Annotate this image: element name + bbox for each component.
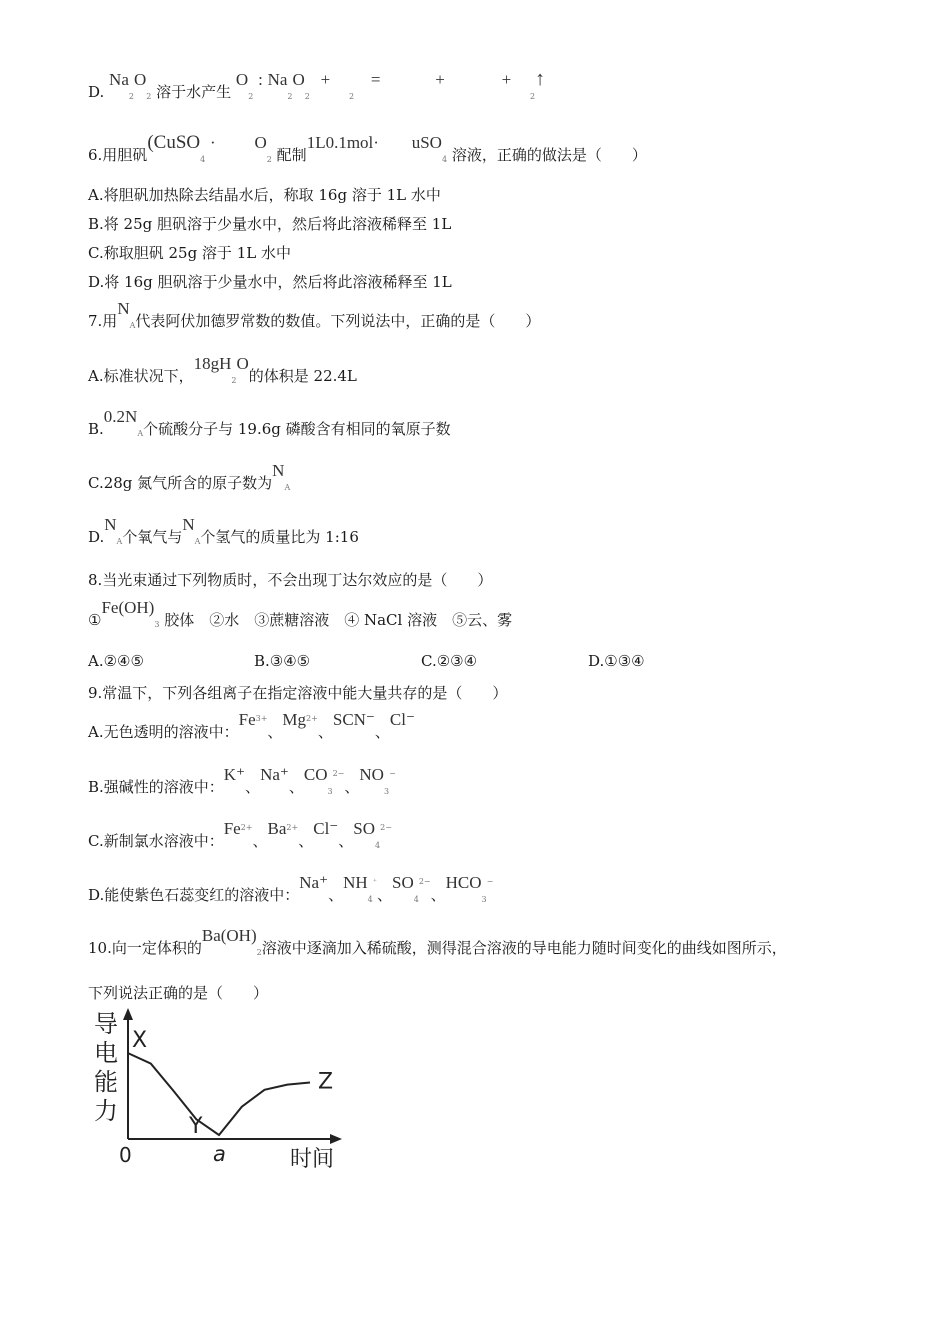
point-x-label: X (132, 1028, 148, 1054)
text: B. (88, 420, 104, 438)
item-number: ① (88, 611, 102, 629)
y-axis-label (94, 1010, 118, 1125)
charge: − (389, 769, 396, 778)
y-axis-arrow (123, 1008, 133, 1020)
formula: N (117, 299, 130, 318)
subscript: A (284, 483, 291, 492)
formula: O (254, 133, 267, 152)
q9-option-d (88, 873, 494, 905)
subscript: 3 (154, 620, 160, 629)
subscript: 4 (367, 895, 373, 904)
text: 溶液，正确的做法是（ ） (451, 146, 647, 164)
dot: · (209, 133, 216, 152)
conductivity-curve (128, 1053, 310, 1135)
formula: Na (109, 70, 129, 89)
text: 溶于水产生 (156, 83, 232, 101)
option-label: D. (88, 83, 105, 101)
q10-stem (88, 926, 787, 958)
text: 的体积是 22.4L (248, 367, 357, 385)
ion: Cl⁻ (389, 710, 415, 729)
charge: 2− (418, 877, 431, 886)
separator: 、 (288, 778, 304, 796)
x-axis-arrow (330, 1134, 342, 1144)
q8-stem: 8.当光束通过下列物质时，不会出现丁达尔效应的是（ ） (88, 571, 493, 589)
q7-option-c (88, 461, 291, 493)
subscript: A (137, 429, 144, 438)
formula: N (104, 515, 117, 534)
text: 个氢气的质量比为 1:16 (200, 528, 359, 546)
separator: 、 (344, 778, 360, 796)
q6-option-d: D.将 16g 胆矾溶于少量水中，然后将此溶液稀释至 1L (88, 273, 452, 291)
y-label-char: 导 (94, 1010, 118, 1038)
charge: 2+ (306, 714, 318, 723)
q8-option-d: D.①③④ (588, 652, 645, 670)
formula: Ba(OH) (201, 926, 257, 945)
q7-option-a (88, 354, 357, 386)
formula: 1L0.1mol· (306, 133, 379, 152)
formula: O (235, 70, 249, 89)
text: B.强碱性的溶液中： (88, 778, 224, 796)
ion: Mg (282, 710, 307, 729)
q7-option-d (88, 515, 359, 547)
subscript: 4 (441, 155, 448, 164)
text: 配制 (276, 146, 307, 164)
formula: Fe(OH) (101, 598, 155, 617)
subscript: 2 (128, 92, 134, 101)
separator: 、 (328, 886, 344, 904)
ion: NH (343, 873, 368, 892)
text: 10.向一定体积的 (88, 939, 202, 957)
origin-label: 0 (119, 1143, 132, 1167)
text: D. (88, 528, 105, 546)
q7-option-b (88, 407, 451, 439)
text: 7.用 (88, 312, 118, 330)
separator: 、 (430, 886, 446, 904)
plus: + (501, 70, 512, 89)
ion: HCO (445, 873, 482, 892)
formula: 18gH (193, 354, 232, 373)
ion: Fe (238, 710, 256, 729)
subscript: 4 (413, 895, 419, 904)
q6-stem (88, 132, 647, 166)
separator: 、 (376, 886, 392, 904)
text: A.标准状况下， (88, 367, 194, 385)
point-y-label: Y (189, 1114, 203, 1139)
charge: 2− (332, 769, 345, 778)
ion: SCN⁻ (332, 710, 375, 729)
q6-option-c: C.称取胆矾 25g 溶于 1L 水中 (88, 244, 291, 262)
q10-stem-continued: 下列说法正确的是（ ） (88, 984, 269, 1002)
separator: 、 (267, 723, 283, 741)
separator: 、 (338, 832, 354, 850)
text: C.28g 氮气所含的原子数为 (88, 474, 273, 492)
plus: + (435, 70, 445, 89)
text: 代表阿伏加德罗常数的数值。下列说法中，正确的是（ ） (135, 312, 541, 330)
point-z-label: Z (318, 1069, 334, 1095)
subscript: 2 (231, 376, 237, 385)
subscript: 4 (200, 155, 206, 164)
charge: − (486, 877, 494, 886)
q9-option-a (88, 710, 415, 742)
formula: O (133, 70, 147, 89)
y-label-char: 电 (94, 1039, 118, 1067)
charge: 2+ (240, 823, 253, 832)
text: C.新制氯水溶液中： (88, 832, 224, 850)
q6-option-a: A.将胆矾加热除去结晶水后，称取 16g 溶于 1L 水中 (88, 186, 441, 204)
text: 个硫酸分子与 19.6g 磷酸含有相同的氧原子数 (143, 420, 451, 438)
separator: 、 (374, 723, 390, 741)
ion: NO (359, 765, 384, 784)
text: 6.用胆矾 (88, 146, 148, 164)
q6-option-b: B.将 25g 胆矾溶于少量水中，然后将此溶液稀释至 1L (88, 215, 452, 233)
q8-option-b: B.③④⑤ (254, 652, 311, 670)
formula: N (272, 461, 285, 480)
q8-option-a: A.②④⑤ (88, 652, 144, 670)
q9-option-b (88, 765, 396, 797)
formula: Na (267, 70, 288, 89)
separator: 、 (252, 832, 268, 850)
equals: = (370, 70, 381, 89)
q8-option-c: C.②③④ (421, 652, 478, 670)
ion: Na⁺ (260, 765, 289, 784)
text: A.无色透明的溶液中： (88, 723, 239, 741)
text: D.能使紫色石蕊变红的溶液中： (88, 886, 300, 904)
subscript: 2 (349, 92, 355, 101)
separator: 、 (298, 832, 314, 850)
subscript: A (129, 321, 136, 330)
subscript: A (116, 537, 123, 546)
subscript: 2 (530, 92, 536, 101)
charge: 3+ (255, 714, 268, 723)
separator: : (258, 70, 263, 89)
q7-stem (88, 299, 541, 331)
subscript: 2 (304, 92, 310, 101)
formula: N (182, 515, 195, 534)
text: 胶体 ②水 ③蔗糖溶液 ④ NaCl 溶液 ⑤云、雾 (164, 611, 513, 629)
subscript: 2 (287, 92, 293, 101)
formula: uSO (411, 133, 442, 152)
q9-stem: 9.常温下，下列各组离子在指定溶液中能大量共存的是（ ） (88, 684, 508, 702)
ion: SO (353, 819, 376, 838)
ion: CO (303, 765, 328, 784)
separator: 、 (245, 778, 261, 796)
text: 个氧气与 (122, 528, 183, 546)
y-label-char: 力 (94, 1097, 118, 1125)
subscript: 2 (248, 92, 254, 101)
q9-option-c (88, 819, 392, 851)
subscript: 3 (481, 895, 487, 904)
text: 溶液中逐滴加入稀硫酸，测得混合溶液的导电能力随时间变化的曲线如图所示， (261, 939, 787, 957)
subscript: 2 (256, 948, 262, 957)
plus: + (320, 70, 331, 89)
point-a-label: a (213, 1142, 226, 1166)
separator: 、 (317, 723, 333, 741)
charge: 2+ (286, 823, 299, 832)
charge: ⁺ (372, 877, 377, 886)
ion: SO (391, 873, 414, 892)
y-label-char: 能 (94, 1068, 118, 1096)
formula: O (292, 70, 305, 89)
ion: Ba (267, 819, 287, 838)
subscript: 3 (327, 787, 333, 796)
formula: O (236, 354, 249, 373)
formula: 0.2N (103, 407, 138, 426)
formula: (CuSO (147, 132, 201, 153)
subscript: 4 (375, 841, 381, 850)
q8-items (88, 598, 513, 630)
q5-option-d (88, 68, 546, 103)
ion: Cl⁻ (313, 819, 339, 838)
ion: K⁺ (223, 765, 246, 784)
conductivity-graph (86, 1006, 356, 1178)
ion: Na⁺ (299, 873, 329, 892)
x-axis-label: 时间 (290, 1147, 335, 1172)
ion: Fe (223, 819, 241, 838)
subscript: 2 (266, 155, 272, 164)
gas-arrow: ↑ (535, 68, 546, 90)
subscript: A (194, 537, 201, 546)
subscript: 3 (383, 787, 390, 796)
subscript: 2 (146, 92, 152, 101)
charge: 2− (380, 823, 392, 832)
